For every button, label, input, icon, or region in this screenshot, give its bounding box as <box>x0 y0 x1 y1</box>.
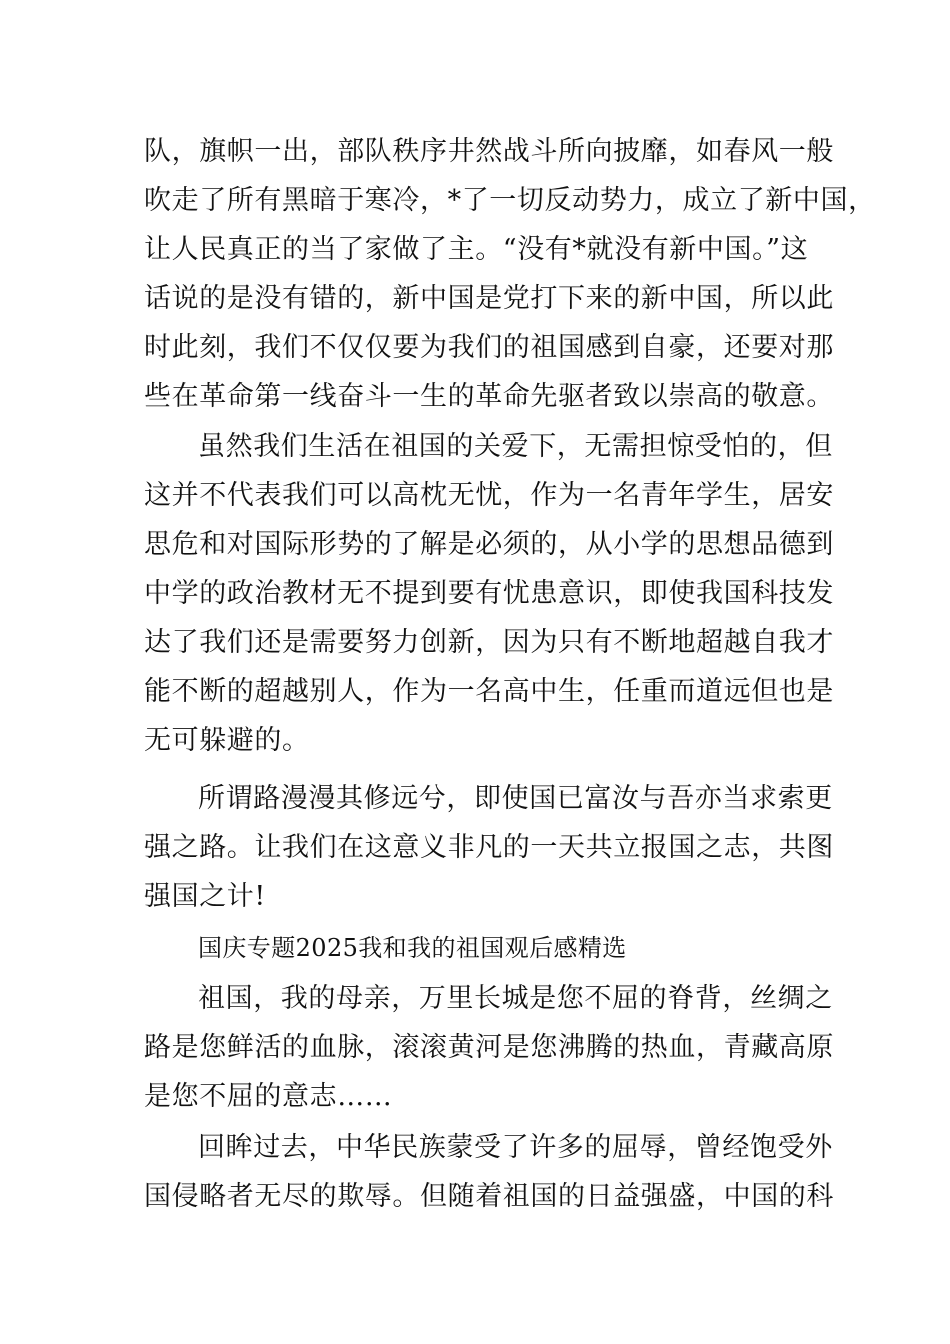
body-text-line: 强国之计! <box>144 881 266 912</box>
body-text-line: 是您不屈的意志…… <box>144 1081 393 1112</box>
body-text-line: 强之路。让我们在这意义非凡的一天共立报国之志，共图 <box>144 832 834 863</box>
body-text-line: 队，旗帜一出，部队秩序井然战斗所向披靡，如春风一般 <box>144 136 834 167</box>
body-text-line: 回眸过去，中华民族蒙受了许多的屈辱，曾经饱受外 <box>198 1132 833 1163</box>
body-text-line: 无可躲避的。 <box>144 725 310 756</box>
body-text-line: 让人民真正的当了家做了主。“没有*就没有新中国。”这 <box>144 234 809 265</box>
body-text-line: 虽然我们生活在祖国的关爱下，无需担惊受怕的，但 <box>198 431 833 462</box>
body-text-line: 思危和对国际形势的了解是必须的，从小学的思想品德到 <box>144 529 834 560</box>
body-text-line: 路是您鲜活的血脉，滚滚黄河是您沸腾的热血，青藏高原 <box>144 1032 834 1063</box>
body-text-line: 吹走了所有黑暗于寒冷，*了一切反动势力，成立了新中国， <box>144 185 876 216</box>
body-text-line: 国侵略者无尽的欺辱。但随着祖国的日益强盛，中国的科 <box>144 1181 834 1212</box>
body-text-line: 能不断的超越别人，作为一名高中生，任重而道远但也是 <box>144 676 834 707</box>
body-text-line: 达了我们还是需要努力创新，因为只有不断地超越自我才 <box>144 627 834 658</box>
body-text-line: 时此刻，我们不仅仅要为我们的祖国感到自豪，还要对那 <box>144 332 834 363</box>
body-text-line: 所谓路漫漫其修远兮，即使国已富汝与吾亦当求索更 <box>198 783 833 814</box>
body-text-line: 些在革命第一线奋斗一生的革命先驱者致以崇高的敬意。 <box>144 381 834 412</box>
section-heading: 国庆专题2025我和我的祖国观后感精选 <box>198 934 627 962</box>
body-text-line: 中学的政治教材无不提到要有忧患意识，即使我国科技发 <box>144 578 834 609</box>
body-text-line: 祖国，我的母亲，万里长城是您不屈的脊背，丝绸之 <box>198 983 833 1014</box>
body-text-line: 话说的是没有错的，新中国是党打下来的新中国，所以此 <box>144 283 834 314</box>
body-text-line: 这并不代表我们可以高枕无忧，作为一名青年学生，居安 <box>144 480 834 511</box>
